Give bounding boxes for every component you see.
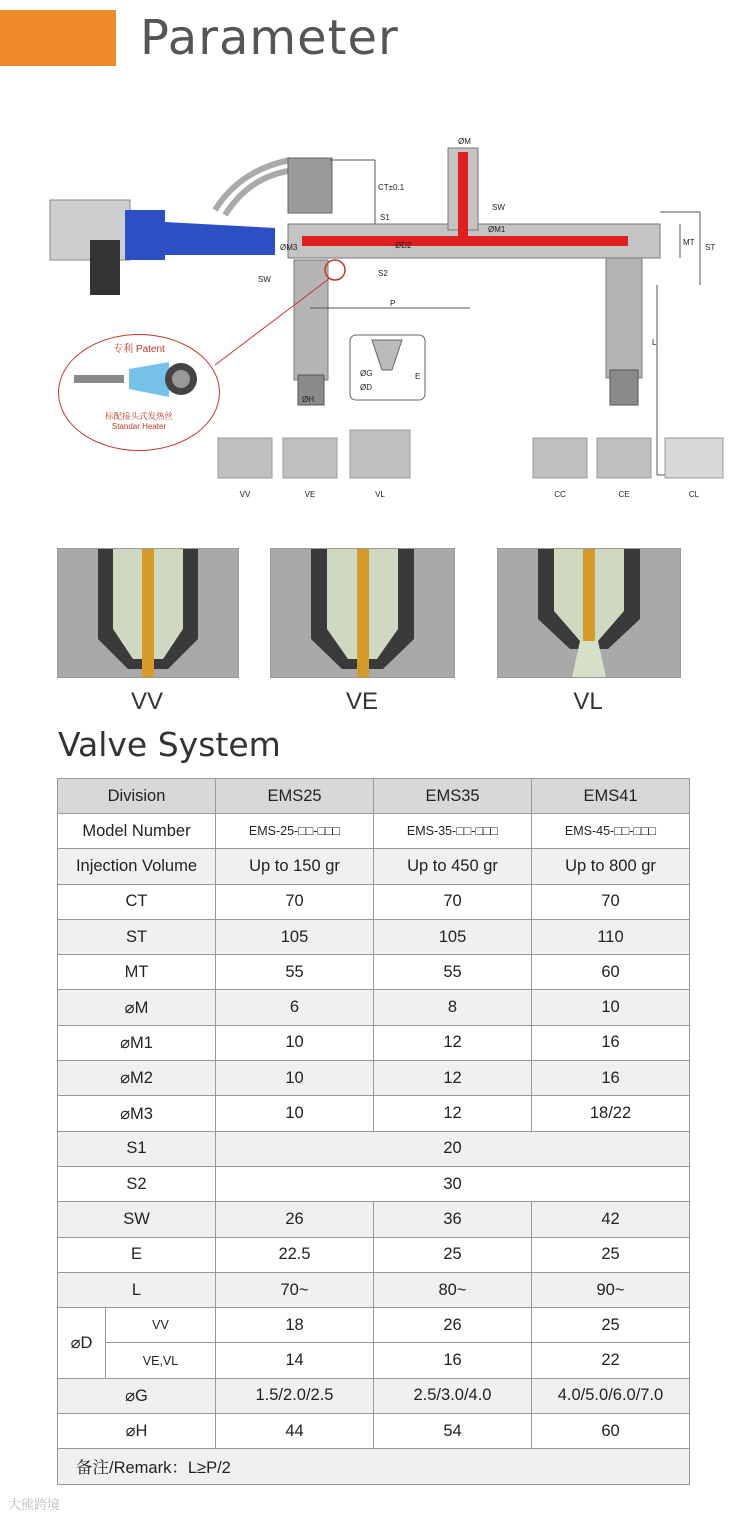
row-label: ⌀M3 [58, 1096, 216, 1131]
table-cell: EMS-25-□□-□□□ [216, 814, 374, 849]
table-row [58, 884, 690, 919]
table-cell: 16 [532, 1061, 690, 1096]
label-e: E [415, 372, 421, 381]
nozzle-image-vl [497, 548, 681, 678]
table-cell: 80~ [374, 1272, 532, 1307]
table-cell: 55 [216, 955, 374, 990]
nozzle-image-ve [270, 548, 455, 678]
table-cell: 25 [532, 1308, 690, 1343]
table-cell: 18/22 [532, 1096, 690, 1131]
label-s2: S2 [378, 269, 388, 278]
table-cell: 25 [374, 1237, 532, 1272]
watermark: 大熊跨境 [8, 1497, 61, 1512]
table-cell: 12 [374, 1061, 532, 1096]
row-label: ⌀M [58, 990, 216, 1025]
label-om1: ØM1 [488, 225, 506, 234]
orange-accent-bar [0, 10, 116, 66]
table-cell: 60 [532, 955, 690, 990]
row-label: ⌀M1 [58, 1025, 216, 1060]
table-cell: 10 [216, 1061, 374, 1096]
actuator-cylinder [288, 158, 332, 213]
patent-en-text: Standar Heater [111, 422, 167, 431]
blue-arm [165, 222, 275, 255]
label-od2: ØD2 [395, 241, 412, 250]
table-row [58, 1131, 690, 1166]
table-cell: Up to 800 gr [532, 849, 690, 884]
table-cell: 20 [216, 1131, 690, 1166]
row-label: ⌀G [58, 1378, 216, 1413]
table-cell: 8 [374, 990, 532, 1025]
table-row [58, 1343, 690, 1378]
label-ct: CT±0.1 [378, 183, 405, 192]
thumb-ve [283, 438, 337, 478]
thumb-label-ce: CE [618, 490, 630, 499]
table-cell: 14 [216, 1343, 374, 1378]
header-cell: EMS25 [216, 779, 374, 814]
thumb-label-cc: CC [554, 490, 566, 499]
label-sw-top: SW [492, 203, 505, 212]
sprue-channel [458, 152, 468, 240]
table-cell: 10 [216, 1025, 374, 1060]
table-row [58, 955, 690, 990]
table-row [58, 1061, 690, 1096]
table-row [58, 1272, 690, 1307]
table-cell: 2.5/3.0/4.0 [374, 1378, 532, 1413]
table-cell: 12 [374, 1096, 532, 1131]
table-cell: 60 [532, 1414, 690, 1449]
table-cell: 10 [216, 1096, 374, 1131]
row-label: S1 [58, 1131, 216, 1166]
label-od: ØD [360, 383, 372, 392]
table-cell: 44 [216, 1414, 374, 1449]
thumb-cc [533, 438, 587, 478]
label-og: ØG [360, 369, 373, 378]
table-cell: 25 [532, 1237, 690, 1272]
table-row [58, 1025, 690, 1060]
table-cell: 54 [374, 1414, 532, 1449]
nozzle-label-vl: VL [573, 688, 603, 715]
thumb-label-ve: VE [304, 490, 316, 499]
thumb-ce [597, 438, 651, 478]
table-row [58, 1166, 690, 1201]
table-cell: 70 [374, 884, 532, 919]
table-row [58, 849, 690, 884]
table-cell: 16 [374, 1343, 532, 1378]
table-row [58, 1202, 690, 1237]
table-cell: EMS-45-□□-□□□ [532, 814, 690, 849]
table-cell: Up to 450 gr [374, 849, 532, 884]
table-cell: 70~ [216, 1272, 374, 1307]
row-label: ⌀D [58, 1308, 106, 1379]
table-cell: 1.5/2.0/2.5 [216, 1378, 374, 1413]
heater-connector-icon [69, 357, 209, 402]
table-cell: 36 [374, 1202, 532, 1237]
thumb-label-cl: CL [688, 490, 700, 499]
label-s1: S1 [380, 213, 390, 222]
sub-row-label: VV [106, 1308, 216, 1343]
table-cell: 110 [532, 919, 690, 954]
table-cell: 105 [216, 919, 374, 954]
label-mt: MT [683, 238, 695, 247]
row-label: L [58, 1272, 216, 1307]
table-cell: 105 [374, 919, 532, 954]
thumb-vl [350, 430, 410, 478]
blue-mount [125, 210, 165, 260]
table-cell: 4.0/5.0/6.0/7.0 [532, 1378, 690, 1413]
row-label: ⌀M2 [58, 1061, 216, 1096]
connector-plug [90, 240, 120, 295]
label-st: ST [705, 243, 716, 252]
row-label: Injection Volume [58, 849, 216, 884]
hot-runner-diagram [40, 130, 740, 510]
table-row [58, 1414, 690, 1449]
sub-row-label: VE,VL [106, 1343, 216, 1378]
table-cell: 22.5 [216, 1237, 374, 1272]
section-title: Valve System [58, 725, 281, 764]
label-p: P [390, 299, 396, 308]
thumb-vv [218, 438, 272, 478]
thumb-label-vv: VV [239, 490, 251, 499]
table-cell: Up to 150 gr [216, 849, 374, 884]
patent-title: 专利 Patent [113, 344, 165, 355]
nozzle-label-ve: VE [345, 688, 378, 715]
table-row [58, 919, 690, 954]
label-sw-left: SW [258, 275, 271, 284]
table-row [58, 1378, 690, 1413]
table-cell: 12 [374, 1025, 532, 1060]
table-row [58, 990, 690, 1025]
remark-row [58, 1449, 690, 1484]
table-row [58, 1237, 690, 1272]
thumb-label-vl: VL [375, 490, 385, 499]
table-cell: 18 [216, 1308, 374, 1343]
table-header-row [58, 779, 690, 814]
table-cell: EMS-35-□□-□□□ [374, 814, 532, 849]
nozzle-image-vv [57, 548, 239, 678]
right-drop [606, 258, 642, 378]
header-cell: Division [58, 779, 216, 814]
row-label: E [58, 1237, 216, 1272]
row-label: MT [58, 955, 216, 990]
label-l: L [652, 338, 657, 347]
row-label: ST [58, 919, 216, 954]
table-cell: 30 [216, 1166, 690, 1201]
table-cell: 10 [532, 990, 690, 1025]
table-cell: 6 [216, 990, 374, 1025]
table-row [58, 1308, 690, 1343]
patent-cn-text: 标配接头式发热丝 [104, 411, 173, 421]
thumb-cl [665, 438, 723, 478]
label-oh: ØH [302, 395, 314, 404]
row-label: ⌀H [58, 1414, 216, 1449]
label-om3: ØM3 [280, 243, 298, 252]
left-drop [294, 260, 328, 380]
table-cell: 22 [532, 1343, 690, 1378]
diagram-svg [40, 130, 740, 510]
table-cell: 90~ [532, 1272, 690, 1307]
row-label: Model Number [58, 814, 216, 849]
table-cell: 42 [532, 1202, 690, 1237]
nozzle-label-vv: VV [130, 688, 163, 715]
page-title: Parameter [140, 10, 399, 66]
row-label: SW [58, 1202, 216, 1237]
header-cell: EMS35 [374, 779, 532, 814]
table-row [58, 1096, 690, 1131]
table-cell: 70 [216, 884, 374, 919]
row-label: S2 [58, 1166, 216, 1201]
row-label: CT [58, 884, 216, 919]
table-cell: 26 [216, 1202, 374, 1237]
table-cell: 70 [532, 884, 690, 919]
table-row [58, 814, 690, 849]
header-cell: EMS41 [532, 779, 690, 814]
patent-callout [58, 334, 220, 451]
remark-text: 备注/Remark：L≥P/2 [58, 1449, 690, 1484]
table-cell: 16 [532, 1025, 690, 1060]
table-cell: 26 [374, 1308, 532, 1343]
table-cell: 55 [374, 955, 532, 990]
spec-table [57, 778, 690, 1485]
label-om: ØM [458, 137, 471, 146]
